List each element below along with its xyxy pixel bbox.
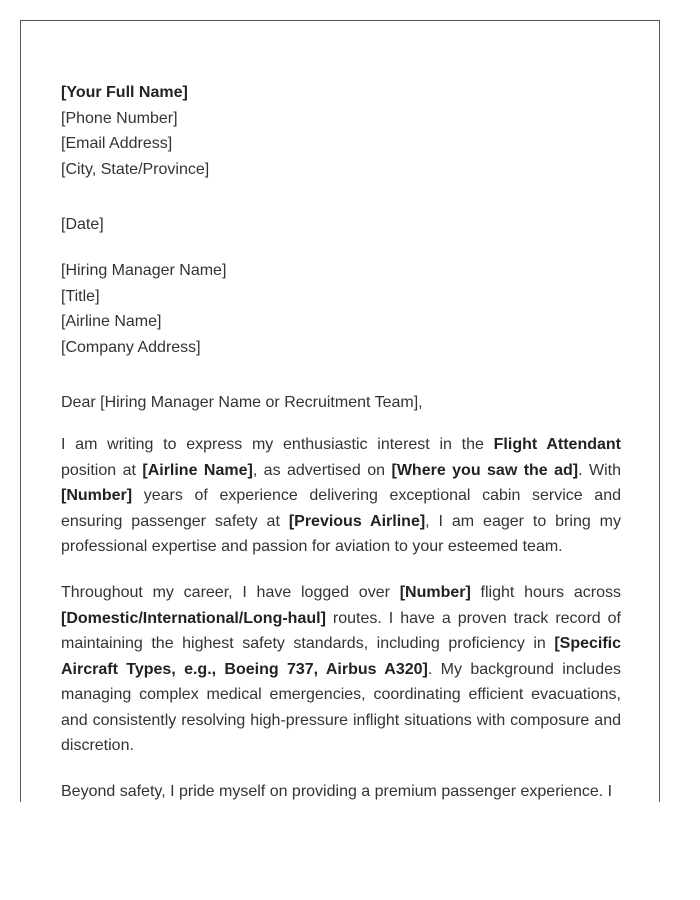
sender-email: [Email Address] [61,135,173,153]
letter-content [61,80,621,802]
sender-block [61,80,621,182]
paragraph-text: Throughout my career, I have logged over [61,583,400,601]
recipient-block [61,258,621,360]
airline-placeholder: [Airline Name] [142,461,253,479]
sender-city: [City, State/Province] [61,160,210,178]
recipient-airline: [Airline Name] [61,313,162,331]
letter-date: [Date] [61,216,104,234]
paragraph-text: Beyond safety, I pride myself on providing a premium passenger experience. I [61,783,613,801]
job-title-placeholder: Flight Attendant [493,435,621,453]
recipient-name: [Hiring Manager Name] [61,261,227,279]
recipient-title: [Title] [61,287,100,305]
previous-airline-placeholder: [Previous Airline] [288,512,426,530]
paragraph-text: . My background includes managing complex medical emergencies, coordinating efficient evacuations, and consistently resolving high-pressure inflight situations with composure and discretion. [61,660,621,755]
salutation: Dear [Hiring Manager Name or Recruitment Team], [61,394,423,412]
years-placeholder: [Number] [61,487,133,505]
date-block [61,212,621,238]
paragraph-text: years of experience delivering exceptional cabin service and ensuring passenger safety at [61,487,621,530]
paragraph-text: position at [61,461,143,479]
letter-page [20,20,660,802]
ad-source-placeholder: [Where you saw the ad] [391,461,579,479]
aircraft-types-placeholder: [Specific Aircraft Types, e.g., Boeing 737, Airbus A320] [61,635,621,678]
body-paragraph-1 [61,432,621,560]
paragraph-text: I am writing to express my enthusiastic interest in the [61,435,494,453]
flight-hours-placeholder: [Number] [399,583,471,601]
sender-name: [Your Full Name] [61,84,188,101]
paragraph-text: . With [578,461,622,479]
recipient-address: [Company Address] [61,338,201,356]
paragraph-text: routes. I have a proven track record of maintaining the highest safety standards, including proficiency in [61,609,621,653]
paragraph-text: flight hours across [470,583,622,601]
paragraph-text: , as advertised on [252,461,392,479]
routes-placeholder: [Domestic/International/Long-haul] [61,609,326,627]
body-paragraph-2 [61,580,621,759]
sender-phone: [Phone Number] [61,109,178,127]
body-paragraph-3 [61,779,621,802]
paragraph-text: , I am eager to bring my professional expertise and passion for aviation to your esteemed team. [61,512,621,556]
